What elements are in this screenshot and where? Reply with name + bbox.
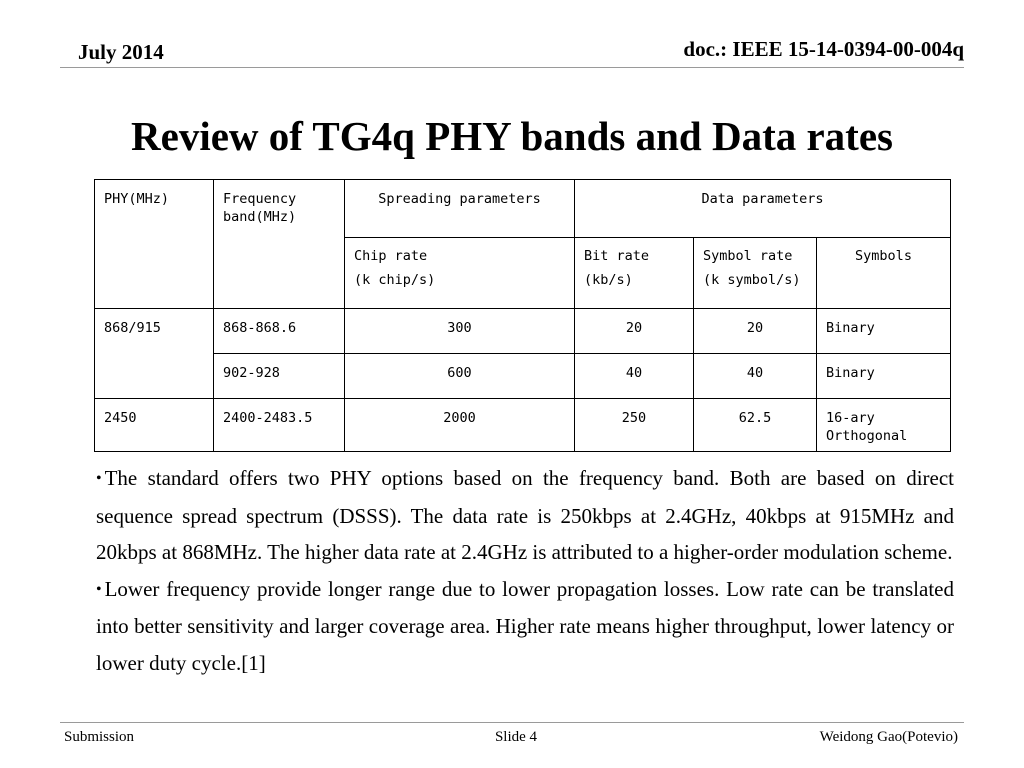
table-row	[95, 399, 951, 452]
header-phy: PHY(MHz)	[95, 180, 214, 309]
cell-band: 2400-2483.5	[214, 399, 345, 452]
cell-chip-rate: 600	[345, 354, 575, 399]
header-doc-id: doc.: IEEE 15-14-0394-00-004q	[683, 37, 964, 61]
bullet-glyph: •	[96, 580, 102, 598]
header-bit-rate	[575, 238, 694, 309]
cell-symbols: Binary	[817, 309, 951, 354]
table-row	[95, 354, 951, 399]
cell-symbol-rate: 20	[694, 309, 817, 354]
bullet-text: The standard offers two PHY options based on the frequency band. Both are based on direct sequence spread spectrum (DSSS). The data rate is 250kbps at 2.4GHz, 40kbps at 915MHz and 20kbps at 868MHz. The higher data rate at 2.4GHz is attributed to a higher-order modulation scheme.	[96, 466, 954, 564]
footer-submission: Submission	[64, 729, 135, 745]
header-date: July 2014	[78, 40, 164, 64]
cell-symbol-rate: 62.5	[694, 399, 817, 452]
header-symbol-rate	[694, 238, 817, 309]
cell-bit-rate: 20	[575, 309, 694, 354]
header-spreading-parameters: Spreading parameters	[345, 180, 575, 238]
header-data-parameters: Data parameters	[575, 180, 951, 238]
header-symbols: Symbols	[817, 238, 951, 309]
bullet-item	[96, 571, 954, 682]
bullet-text: Lower frequency provide longer range due to lower propagation losses. Low rate can be translated into better sensitivity and larger coverage area. Higher rate means higher throughput, lower latency or lower duty cycle.[1]	[96, 576, 954, 675]
cell-symbols: 16-ary Orthogonal	[817, 399, 951, 452]
cell-chip-rate: 300	[345, 309, 575, 354]
table-header-row	[95, 180, 951, 238]
bullet-item	[96, 460, 954, 571]
footer-author: Weidong Gao(Potevio)	[819, 729, 958, 745]
bit-rate-unit: (kb/s)	[584, 271, 633, 288]
bullet-glyph: •	[96, 470, 102, 487]
slide-title: Review of TG4q PHY bands and Data rates	[131, 113, 893, 159]
phy-bands-table	[94, 179, 951, 452]
cell-symbol-rate: 40	[694, 354, 817, 399]
footer-divider	[60, 722, 964, 723]
header-divider	[60, 67, 964, 68]
bullet-list	[96, 460, 954, 681]
symbol-rate-label: Symbol rate	[703, 248, 793, 264]
symbol-rate-unit: (k symbol/s)	[703, 271, 801, 288]
cell-bit-rate: 250	[575, 399, 694, 452]
cell-symbols: Binary	[817, 354, 951, 399]
cell-bit-rate: 40	[575, 354, 694, 399]
cell-phy: 2450	[95, 399, 214, 452]
bit-rate-label: Bit rate	[584, 248, 650, 264]
chip-rate-unit: (k chip/s)	[354, 271, 436, 288]
header-frequency-band: Frequency band(MHz)	[214, 180, 345, 309]
cell-phy: 868/915	[95, 309, 214, 399]
cell-band: 902-928	[214, 354, 345, 399]
cell-chip-rate: 2000	[345, 399, 575, 452]
footer-slide-number: Slide 4	[494, 729, 538, 745]
table-row	[95, 309, 951, 354]
cell-band: 868-868.6	[214, 309, 345, 354]
chip-rate-label: Chip rate	[354, 248, 428, 264]
header-chip-rate	[345, 238, 575, 309]
